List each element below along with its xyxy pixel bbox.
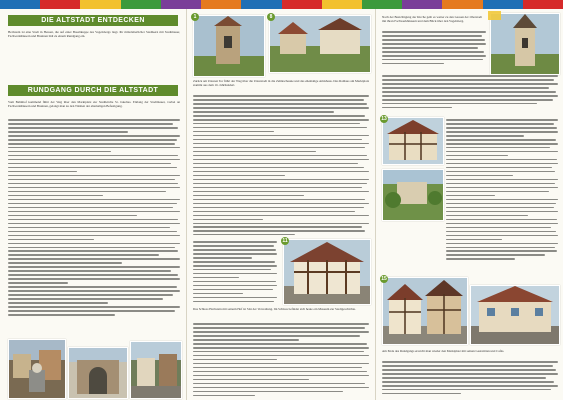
color-band [0, 0, 563, 9]
heading-rundgang: RUNDGANG DURCH DIE ALTSTADT [8, 85, 178, 96]
right-text-bottom: Am Ende des Rundgangs erreicht man wieder den Marktplatz mit seinen Gaststätten und Cafés. [382, 349, 505, 353]
color-band-segment [282, 0, 322, 9]
middle-bottom-lines [193, 323, 369, 399]
marker-badge-3: 11 [282, 238, 288, 244]
intro-text: Herbstein ist eine Stadt in Hessen, die auf einer Basaltkuppe des Vogelsbergs liegt. Ihr mittelalterlicher Stadtkern mit Stadtmauer, Fachwerkhäusern und Brunnen lädt zu einem Rundgang ein. [8, 30, 180, 39]
color-band-segment [362, 0, 402, 9]
photo-street [130, 341, 182, 399]
right-bottom-lines [382, 361, 558, 399]
page-middle [187, 9, 375, 400]
page-left [0, 9, 186, 400]
right-intro-lines [382, 31, 486, 71]
color-band-segment [241, 0, 281, 9]
photo-market [470, 285, 560, 345]
color-band-segment [40, 0, 80, 9]
color-band-segment [201, 0, 241, 9]
color-band-segment [80, 0, 120, 9]
color-band-segment [523, 0, 563, 9]
rundgang-text: Vom Bahnhof kommend führt der Weg über den Marktplatz zur Stadtkirche St. Jakobus. Entlang der Stadtmauer, vorbei an Fachwerkhäusern und Brunnen, gelangt man zu den Türmen der ehemaligen Befestigung. [8, 100, 180, 109]
right-text-top: Nach der Besichtigung der Kirche geht es weiter zu den Gassen der Oberstadt mit ihren Fachwerkhäusern und dem Blick über den Vogelsberg. [382, 15, 482, 24]
marker-badge-2: 8 [267, 13, 275, 21]
marker-badge-1: 1 [191, 13, 199, 21]
color-band-segment [0, 0, 40, 9]
middle-side-lines [193, 241, 277, 305]
photo-old-town-square [382, 277, 468, 345]
photo-garden [382, 169, 444, 221]
photo-half-timbered-house [283, 239, 371, 305]
color-band-segment [121, 0, 161, 9]
tape-decoration [488, 11, 501, 20]
photo-archway [68, 347, 128, 399]
photo-church-tower [490, 13, 560, 75]
photo-museum [382, 117, 444, 165]
text-top: Zurück am Unteren Tor führt der Weg über die Unterstadt in die Zehntscheune und das ehemalige Amtshaus. Das Rathaus am Marktplatz stammt aus dem 16. Jahrhundert. [193, 79, 369, 88]
heading-altstadt-entdecken: DIE ALTSTADT ENTDECKEN [8, 15, 178, 26]
body-text-lines [8, 119, 180, 329]
right-column-lines [446, 119, 558, 269]
color-band-segment [442, 0, 482, 9]
marker-badge-4: 13 [381, 116, 387, 122]
text-bottom: Das Schloss Herbstein mit seinem Hof ist Sitz der Verwaltung. Im Schloss befindet sich heute ein Museum zur Stadtgeschichte. [193, 307, 356, 311]
color-band-segment [483, 0, 523, 9]
photo-fountain [8, 339, 66, 399]
page-right [376, 9, 563, 400]
photo-panorama [269, 15, 371, 73]
right-block-lines [382, 75, 558, 115]
marker-badge-5: 15 [381, 276, 387, 282]
color-band-segment [402, 0, 442, 9]
color-band-segment [322, 0, 362, 9]
color-band-segment [161, 0, 201, 9]
photo-tower [193, 15, 265, 77]
middle-text-lines [193, 95, 369, 235]
